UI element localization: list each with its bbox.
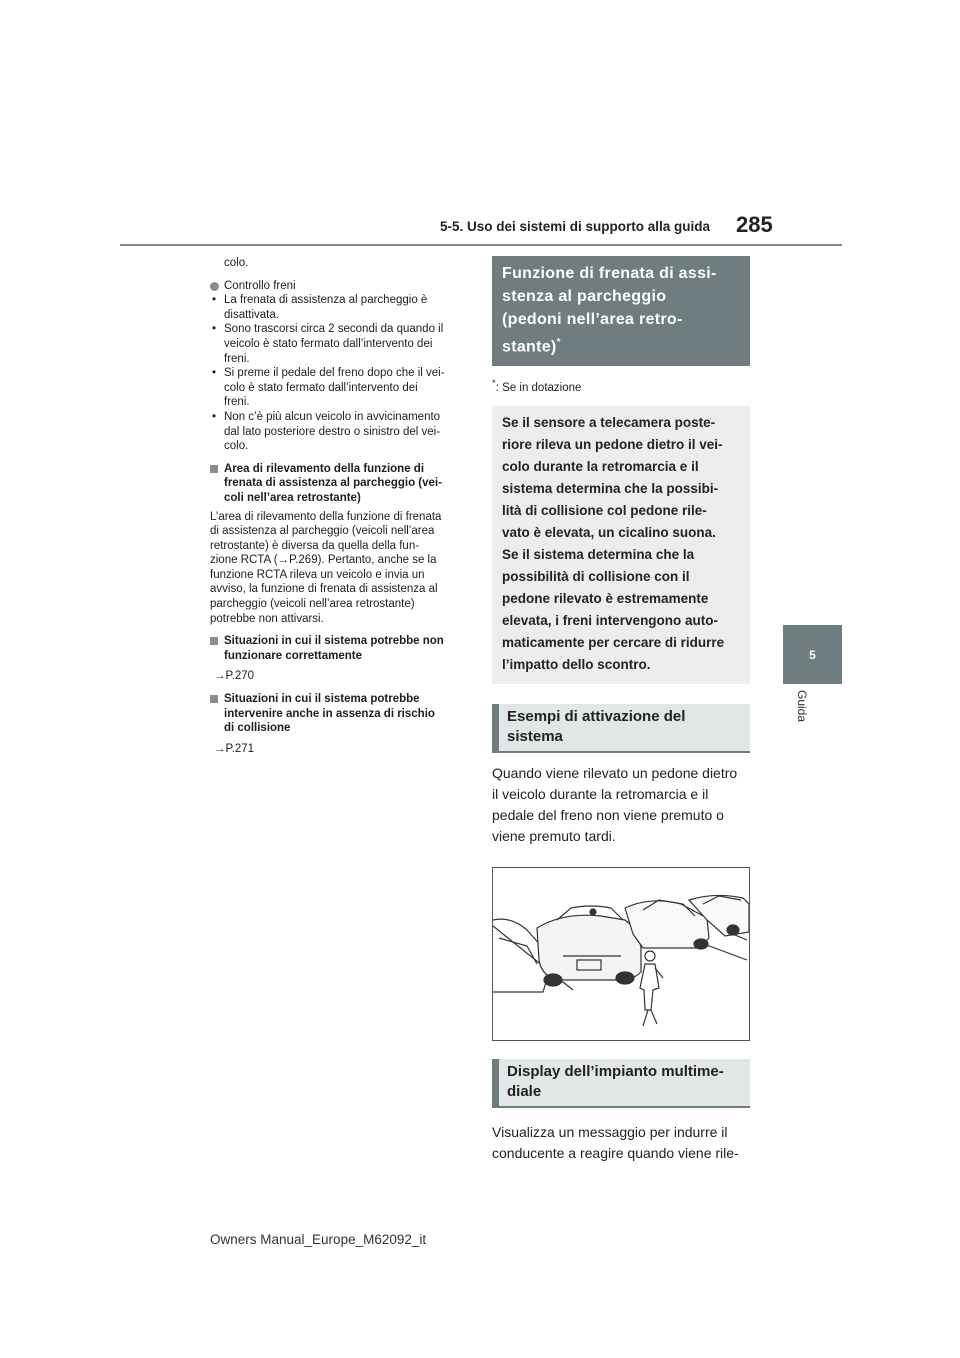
section-title: 5-5. Uso dei sistemi di supporto alla guida	[440, 219, 711, 234]
list-item-text: dal lato posteriore destro o sinistro del vei-	[224, 425, 441, 438]
detection-area-text: L’area di rilevamento della funzione di frenata di assistenza al parcheggio (veicoli nell’area retrostante) è diversa da quella della fun- zione RCTA (→P.269). Pertanto, anche se la funzione RCTA rileva un veicolo e invia un avviso, la funzione di frenata di assistenza al parcheggio (veicoli nell’area retrostante) potrebbe non attivarsi.	[210, 510, 442, 625]
chapter-label: Guida	[795, 690, 809, 723]
list-item-text: Si preme il pedale del freno dopo che il vei-	[224, 367, 445, 380]
car-reversing-pedestrian-drawing	[493, 868, 749, 1040]
square-bullet-icon	[210, 465, 218, 473]
page-number: 285	[736, 212, 773, 237]
right-column	[492, 256, 750, 1164]
bullet-title: Controllo freni	[224, 279, 296, 292]
multimedia-display-heading: Display dell’impianto multime- diale	[492, 1059, 750, 1108]
square-bullet-icon	[210, 637, 218, 645]
list-item-text: La frenata di assistenza al parcheggio è	[224, 294, 428, 307]
list-item-text: Non c’è più alcun veicolo in avvicinamento	[224, 410, 441, 423]
chapter-tab[interactable]	[783, 625, 842, 684]
page-reference-link[interactable]: →P.270	[214, 670, 255, 683]
examples-heading: Esempi di attivazione del sistema	[492, 704, 750, 753]
list-item-text: freni.	[224, 352, 250, 365]
parking-scene-illustration	[492, 867, 750, 1041]
list-item-text: freni.	[224, 396, 250, 409]
chapter-number: 5	[809, 647, 816, 662]
malfunction-situations-heading: Situazioni in cui il sistema potrebbe non funzionare correttamente	[210, 634, 470, 663]
bullet-dot-icon: •	[212, 323, 217, 336]
list-item	[210, 410, 470, 454]
bullet-dot-icon: •	[212, 367, 217, 380]
list-item	[210, 366, 470, 410]
list-item	[210, 293, 470, 322]
list-item-text: colo.	[224, 440, 249, 453]
bullet-dot-icon: •	[212, 410, 217, 423]
list-item-text: veicolo è stato fermato dall’intervento dei	[224, 337, 433, 350]
list-item	[210, 322, 470, 366]
list-item-text: disattivata.	[224, 308, 279, 321]
manual-footer: Owners Manual_Europe_M62092_it	[210, 1232, 427, 1247]
header-divider	[120, 244, 842, 246]
page-reference-link[interactable]: →P.271	[214, 742, 255, 755]
bullet-circle-icon	[210, 282, 219, 291]
multimedia-display-text: Visualizza un messaggio per indurre il conducente a reagire quando viene rile-	[492, 1124, 739, 1162]
list-item-text: Sono trascorsi circa 2 secondi da quando il	[224, 323, 444, 336]
brake-control-bullet	[210, 279, 470, 294]
false-activation-heading: Situazioni in cui il sistema potrebbe intervenire anche in assenza di rischio di collisione	[210, 692, 470, 736]
summary-box: Se il sensore a telecamera poste- riore rileva un pedone dietro il vei- colo durante la retromarcia e il sistema determina che la possibi- lità di collisione col pedone rile- vato è elevata, un cicalino suona. Se il sistema determina che la possibilità di collisione con il pedone rilevato è estremamente elevata, i freni intervengono auto- maticamente per cercare di ridurre l’impatto dello scontro.	[492, 406, 750, 684]
continued-text: colo.	[224, 257, 249, 269]
detection-area-heading: Area di rilevamento della funzione di frenata di assistenza al parcheggio (vei- coli nell’area retrostante)	[210, 462, 470, 506]
bullet-dot-icon: •	[212, 294, 217, 307]
examples-text: Quando viene rilevato un pedone dietro il veicolo durante la retromarcia e il pedale del freno non viene premuto o viene premuto tardi.	[492, 765, 738, 845]
list-item-text: colo è stato fermato dall’intervento dei	[224, 381, 418, 394]
footnote: *: Se in dotazione	[492, 378, 582, 395]
left-column	[210, 256, 470, 756]
main-section-heading: Funzione di frenata di assi- stenza al parcheggio (pedoni nell’area retro- stante)*	[492, 256, 750, 366]
square-bullet-icon	[210, 695, 218, 703]
